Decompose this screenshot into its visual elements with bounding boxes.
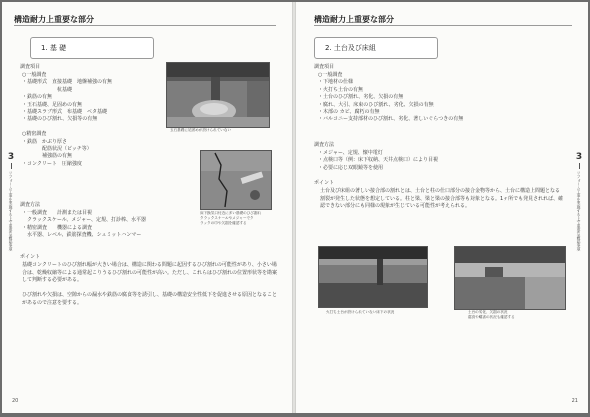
right-page [296, 2, 588, 413]
photo1-caption: 火打ち土台が設けられていない床下の状況 [326, 310, 395, 314]
inspect-items: ○一般調査 ・下地材の仕様 ・火打ち土台の有無 ・土台のひび割れ、劣化、欠損の有無 ・腐れ、大引、床束のひび割れ、劣化、欠損の有無 ・木部の カビ、腐朽の有無 ・バルコニー支持部材のひび割れ、劣化、著しいぐらつきの有無 [318, 72, 464, 123]
chapter-title: リフォーム工事を実施する上で重要な確認事項 [9, 171, 14, 251]
point-heading: ポイント [314, 180, 335, 186]
photo-foundation-crack [200, 150, 272, 210]
photo2-caption: 床下換気口付近に多い基礎のひび割れ クラックスケールやメジャーでク ラックの巾や欠損を確認する [200, 211, 262, 225]
section-title-box [30, 37, 154, 59]
method-heading: 調査方法 [20, 202, 41, 208]
section-title-box [314, 37, 438, 59]
method-heading: 調査方法 [314, 142, 335, 148]
page-number: 21 [571, 398, 578, 404]
chapter-number: 3 [575, 152, 583, 162]
point-heading: ポイント [20, 254, 41, 260]
chapter-tab-rule [11, 163, 12, 169]
point-paragraph-1: 基礎コンクリートのひび割れ幅が大きい場合は、構造に関わる問題に起因するひび割れの可能性があり、小さい場合は、乾燥収縮等による通常起こりうるひび割れの可能性が高い。ただし、これらはひび割れの位置形状等を勘案して判断する必要がある。 [22, 262, 278, 284]
header-rule [314, 25, 572, 26]
chapter-tab [573, 152, 585, 251]
photo2-caption: 土台の劣化、欠損の状況 腐食や蟻害の状況も確認する [468, 310, 515, 319]
inspect-heading: 調査項目 [20, 64, 41, 70]
chapter-tab [5, 152, 17, 251]
left-page [2, 2, 292, 413]
header-rule [14, 25, 276, 26]
photo1-caption: 玉石基礎に足固めが設けられていない [170, 128, 232, 132]
section-title: 1. 基 礎 [41, 44, 67, 52]
method-items: ・メジャー、定規、懐中電灯 ・点検口等（例：床下収納、天井点検口）により目視 ・必要に応じ双眼鏡等を使用 [318, 150, 439, 171]
chapter-title: リフォーム工事を実施する上で重要な確認事項 [577, 171, 582, 251]
chapter-tab-rule [579, 163, 580, 169]
inspect-heading: 調査項目 [314, 64, 335, 70]
page-header: 構造耐力上重要な部分 [14, 15, 94, 24]
chapter-number: 3 [7, 152, 15, 162]
method-items: ・一般調査 計測または目視 クラックスケール、メジャー、定規、打診棒、水平器 ・精密調査 機器による調査 水平器、レベル、鉄筋探査機、シュミットハンマー [22, 210, 147, 239]
page-header: 構造耐力上重要な部分 [314, 15, 394, 24]
point-paragraph-2: ひび割れや欠損は、空隙からの漏水や鉄筋の腐食等を誘引し、基礎の構造安全性低下を促進させる原因となることがあるので注意を要する。 [22, 292, 278, 306]
photo-sill-damage [454, 246, 566, 310]
photo-underfloor [318, 246, 428, 308]
section-title: 2. 土台及び床組 [325, 44, 376, 52]
page-number: 20 [12, 398, 19, 404]
point-paragraph: 土台及び床組の著しい接合部の割れとは、土台と柱の仕口部分の接合金物等から、土台に構造上問題となる割裂が発生した状態を想定している。柱と梁、梁と梁の接合部等も対象となる。1ヶ所でも発見されれば、確認できない部分にも同様の現象が生じている可能性が考えられる。 [320, 188, 564, 210]
photo-stone-foundation [166, 62, 270, 128]
inspect-items: ○一般調査 ・基礎形式 直接基礎 地盤補強の有無 杭基礎 ・鉄筋の有無 ・玉石基礎、足固めの有無 ・基礎スラブ形式 布基礎 ベタ基礎 ・基礎のひび割れ、欠損等の有無 ○精密調査 ・鉄筋 かぶり厚さ 配筋状況（ピッチ等） 補強筋の有無 ・コンクリート 圧縮強度 [22, 72, 113, 167]
